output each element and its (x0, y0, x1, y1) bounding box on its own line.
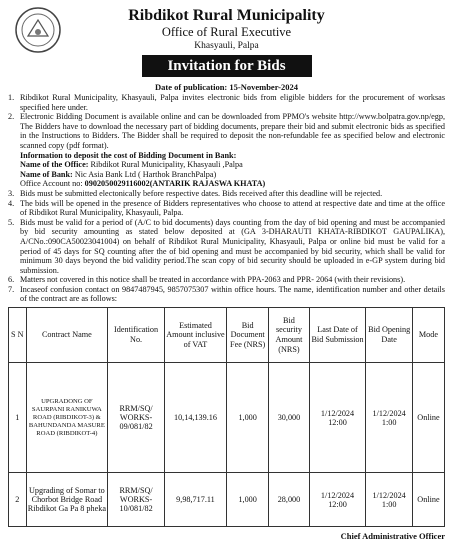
publication-date: Date of publication: 15-November-2024 (155, 82, 298, 92)
cell-opening-date: 1/12/2024 1:00 (366, 363, 412, 473)
col-header-mode: Mode (412, 308, 444, 363)
cell-last-date: 1/12/2024 12:00 (309, 473, 366, 527)
cell-contract-name: Upgrading of Somar to Chorbot Bridge Road Ribdikot Ga Pa 8 pheka (26, 473, 108, 527)
col-header-sn: S N (9, 308, 27, 363)
col-header-opening-date: Bid Opening Date (366, 308, 412, 363)
table-row (9, 473, 445, 527)
bids-table (8, 307, 445, 527)
cell-last-date: 1/12/2024 12:00 (309, 363, 366, 473)
col-header-contract-name: Contract Name (26, 308, 108, 363)
cell-amount: 10,14,139.16 (164, 363, 226, 473)
cell-amount: 9,98,717.11 (164, 473, 226, 527)
col-header-identification: Identification No. (108, 308, 165, 363)
title-banner: Invitation for Bids (142, 55, 312, 77)
cell-identification: RRM/SQ/ WORKS- 09/081/82 (108, 363, 165, 473)
table-header-row (9, 308, 445, 363)
bank-office-line: Name of the Office: Ribdikot Rural Municipality, Khasyauli ,Palpa (20, 160, 243, 170)
list-item: 1. Ribdikot Rural Municipality, Khasyauli, Palpa invites electronic bids from eligible bidders for the procurement of worksas specified here under. (8, 93, 445, 112)
cell-security: 28,000 (269, 473, 309, 527)
list-item: 4. The bids will be opened in the presence of Bidders representatives who choose to attend at respective date and time at the office of Ribdikot Rural Municipality, Khasyauli, Palpa. (8, 198, 445, 218)
office-address: Khasyauli, Palpa (194, 41, 259, 51)
signature-line: Chief Administrative Officer (340, 531, 445, 541)
col-header-bid-fee: Bid Document Fee (NRS) (226, 308, 268, 363)
header (8, 6, 445, 52)
list-item: 7. Incaseof confusion contact on 9847487945, 9857075307 within office hours. The name, identification number and other details of the contract are as follows: (8, 284, 445, 304)
cell-opening-date: 1/12/2024 1:00 (366, 473, 412, 527)
list-item: 3. Bids must be submitted electonically before respective dates. Bids received after this deadline will be rejected. (8, 188, 383, 198)
cell-fee: 1,000 (226, 473, 268, 527)
bank-info-heading: Information to deposit the cost of Bidding Document in Bank: (20, 150, 237, 160)
col-header-bid-security: Bid security Amount (NRS) (269, 308, 309, 363)
cell-mode: Online (412, 363, 444, 473)
bank-name-line: Name of Bank: Nic Asia Bank Ltd ( Harthok BranchPalpa) (20, 169, 217, 179)
bank-account-line: Office Account no: 0902050029116002(ANTARIK RAJASWA KHATA) (20, 179, 266, 189)
col-header-estimated-amount: Estimated Amount inclusive of VAT (164, 308, 226, 363)
municipality-emblem-icon (14, 6, 62, 54)
cell-sn: 2 (9, 473, 27, 527)
list-item: 2. Electronic Bidding Document is available online and can be downloaded from PPMO's website http://www.bolpatra.gov.np/egp, The Bidders have to download the necessary part of bidding documents, prepare their bid and submit electronic bids as specified in the Instructions to Bidders. The Bidder shall be required to deposit the non-refundable fee as specified below and electronic scanned copy (pdf format). (8, 112, 445, 150)
bank-info (8, 151, 445, 189)
col-header-last-date: Last Date of Bid Submission (309, 308, 366, 363)
cell-contract-name: UPGRADONG OF SAURPANI RANIKUWA ROAD (RIBDIKOT-3) & BAHUNDANDA MASURE ROAD (RIBDIKOT-4) (26, 363, 108, 473)
municipality-name: Ribdikot Rural Municipality (128, 7, 325, 24)
cell-sn: 1 (9, 363, 27, 473)
notice-body (8, 93, 445, 304)
cell-mode: Online (412, 473, 444, 527)
cell-fee: 1,000 (226, 363, 268, 473)
list-item: 6. Matters not covered in this notice shall be treated in accordance with PPA-2063 and PPR- 2064 (with their revisions). (8, 275, 406, 285)
list-item: 5. Bids must be valid for a period of (A/C to bid documents) days counting from the day of bid opening and must be accompanied by bid security amounting as stated below deposited at (GA 3-DHARAUTI KHATA-RIBDIKOT GAUPALIKA), A/CNo.:090CA50023041004) on behalf of Ribdikot Rural Municipality, Khasyauli, Palpa or online bid must be valid for a period of 45 days for SQ counting after the of bid opening and must be accompanied by bid security, which shall be valid for minimum 30 days beyond the bid validity period.The scan copy of bid security should be uploaded in e-GP system during bid submission. (8, 217, 445, 275)
cell-identification: RRM/SQ/ WORKS- 10/081/82 (108, 473, 165, 527)
cell-security: 30,000 (269, 363, 309, 473)
table-row (9, 363, 445, 473)
office-name: Office of Rural Executive (161, 25, 292, 39)
